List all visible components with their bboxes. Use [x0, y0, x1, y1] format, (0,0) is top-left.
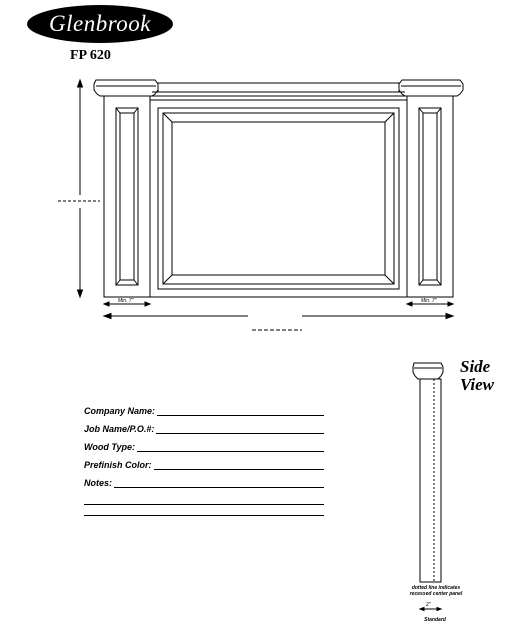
width-dimension [104, 314, 453, 331]
top-frieze [152, 83, 405, 100]
side-note-line1: dotted line indicates [411, 585, 461, 591]
left-pilaster-width-label: Min. 7" [118, 298, 134, 304]
side-view-note [406, 585, 466, 597]
right-pilaster-width-label: Min. 7" [421, 298, 437, 304]
side-view [413, 363, 443, 611]
notes-field[interactable] [84, 476, 324, 494]
model-number: FP 620 [70, 48, 111, 63]
side-title-line1: Side [460, 357, 491, 376]
job-name-label: Job Name/P.O.#: [84, 424, 155, 434]
logo-text: Glenbrook [48, 11, 151, 36]
side-note-line2: recessed center panel [409, 591, 463, 597]
standard-label: Standard [424, 617, 446, 623]
notes-line [84, 487, 324, 488]
side-depth-label: 2" [426, 602, 431, 608]
company-name-field[interactable] [84, 404, 324, 422]
wood-type-field[interactable] [84, 440, 324, 458]
wood-type-label: Wood Type: [84, 442, 135, 452]
left-pilaster [104, 96, 150, 297]
prefinish-color-label: Prefinish Color: [84, 460, 152, 470]
right-capital [399, 80, 463, 96]
job-name-field[interactable] [84, 422, 324, 440]
side-view-title [460, 358, 520, 394]
left-capital [94, 80, 158, 96]
order-form [84, 404, 324, 516]
height-dimension [58, 80, 100, 297]
prefinish-color-field[interactable] [84, 458, 324, 476]
notes-label: Notes: [84, 478, 113, 488]
company-name-label: Company Name: [84, 406, 156, 416]
notes-line-3[interactable] [84, 503, 324, 516]
right-pilaster [407, 96, 453, 297]
side-title-line2: View [460, 375, 495, 394]
center-panel [150, 100, 407, 297]
